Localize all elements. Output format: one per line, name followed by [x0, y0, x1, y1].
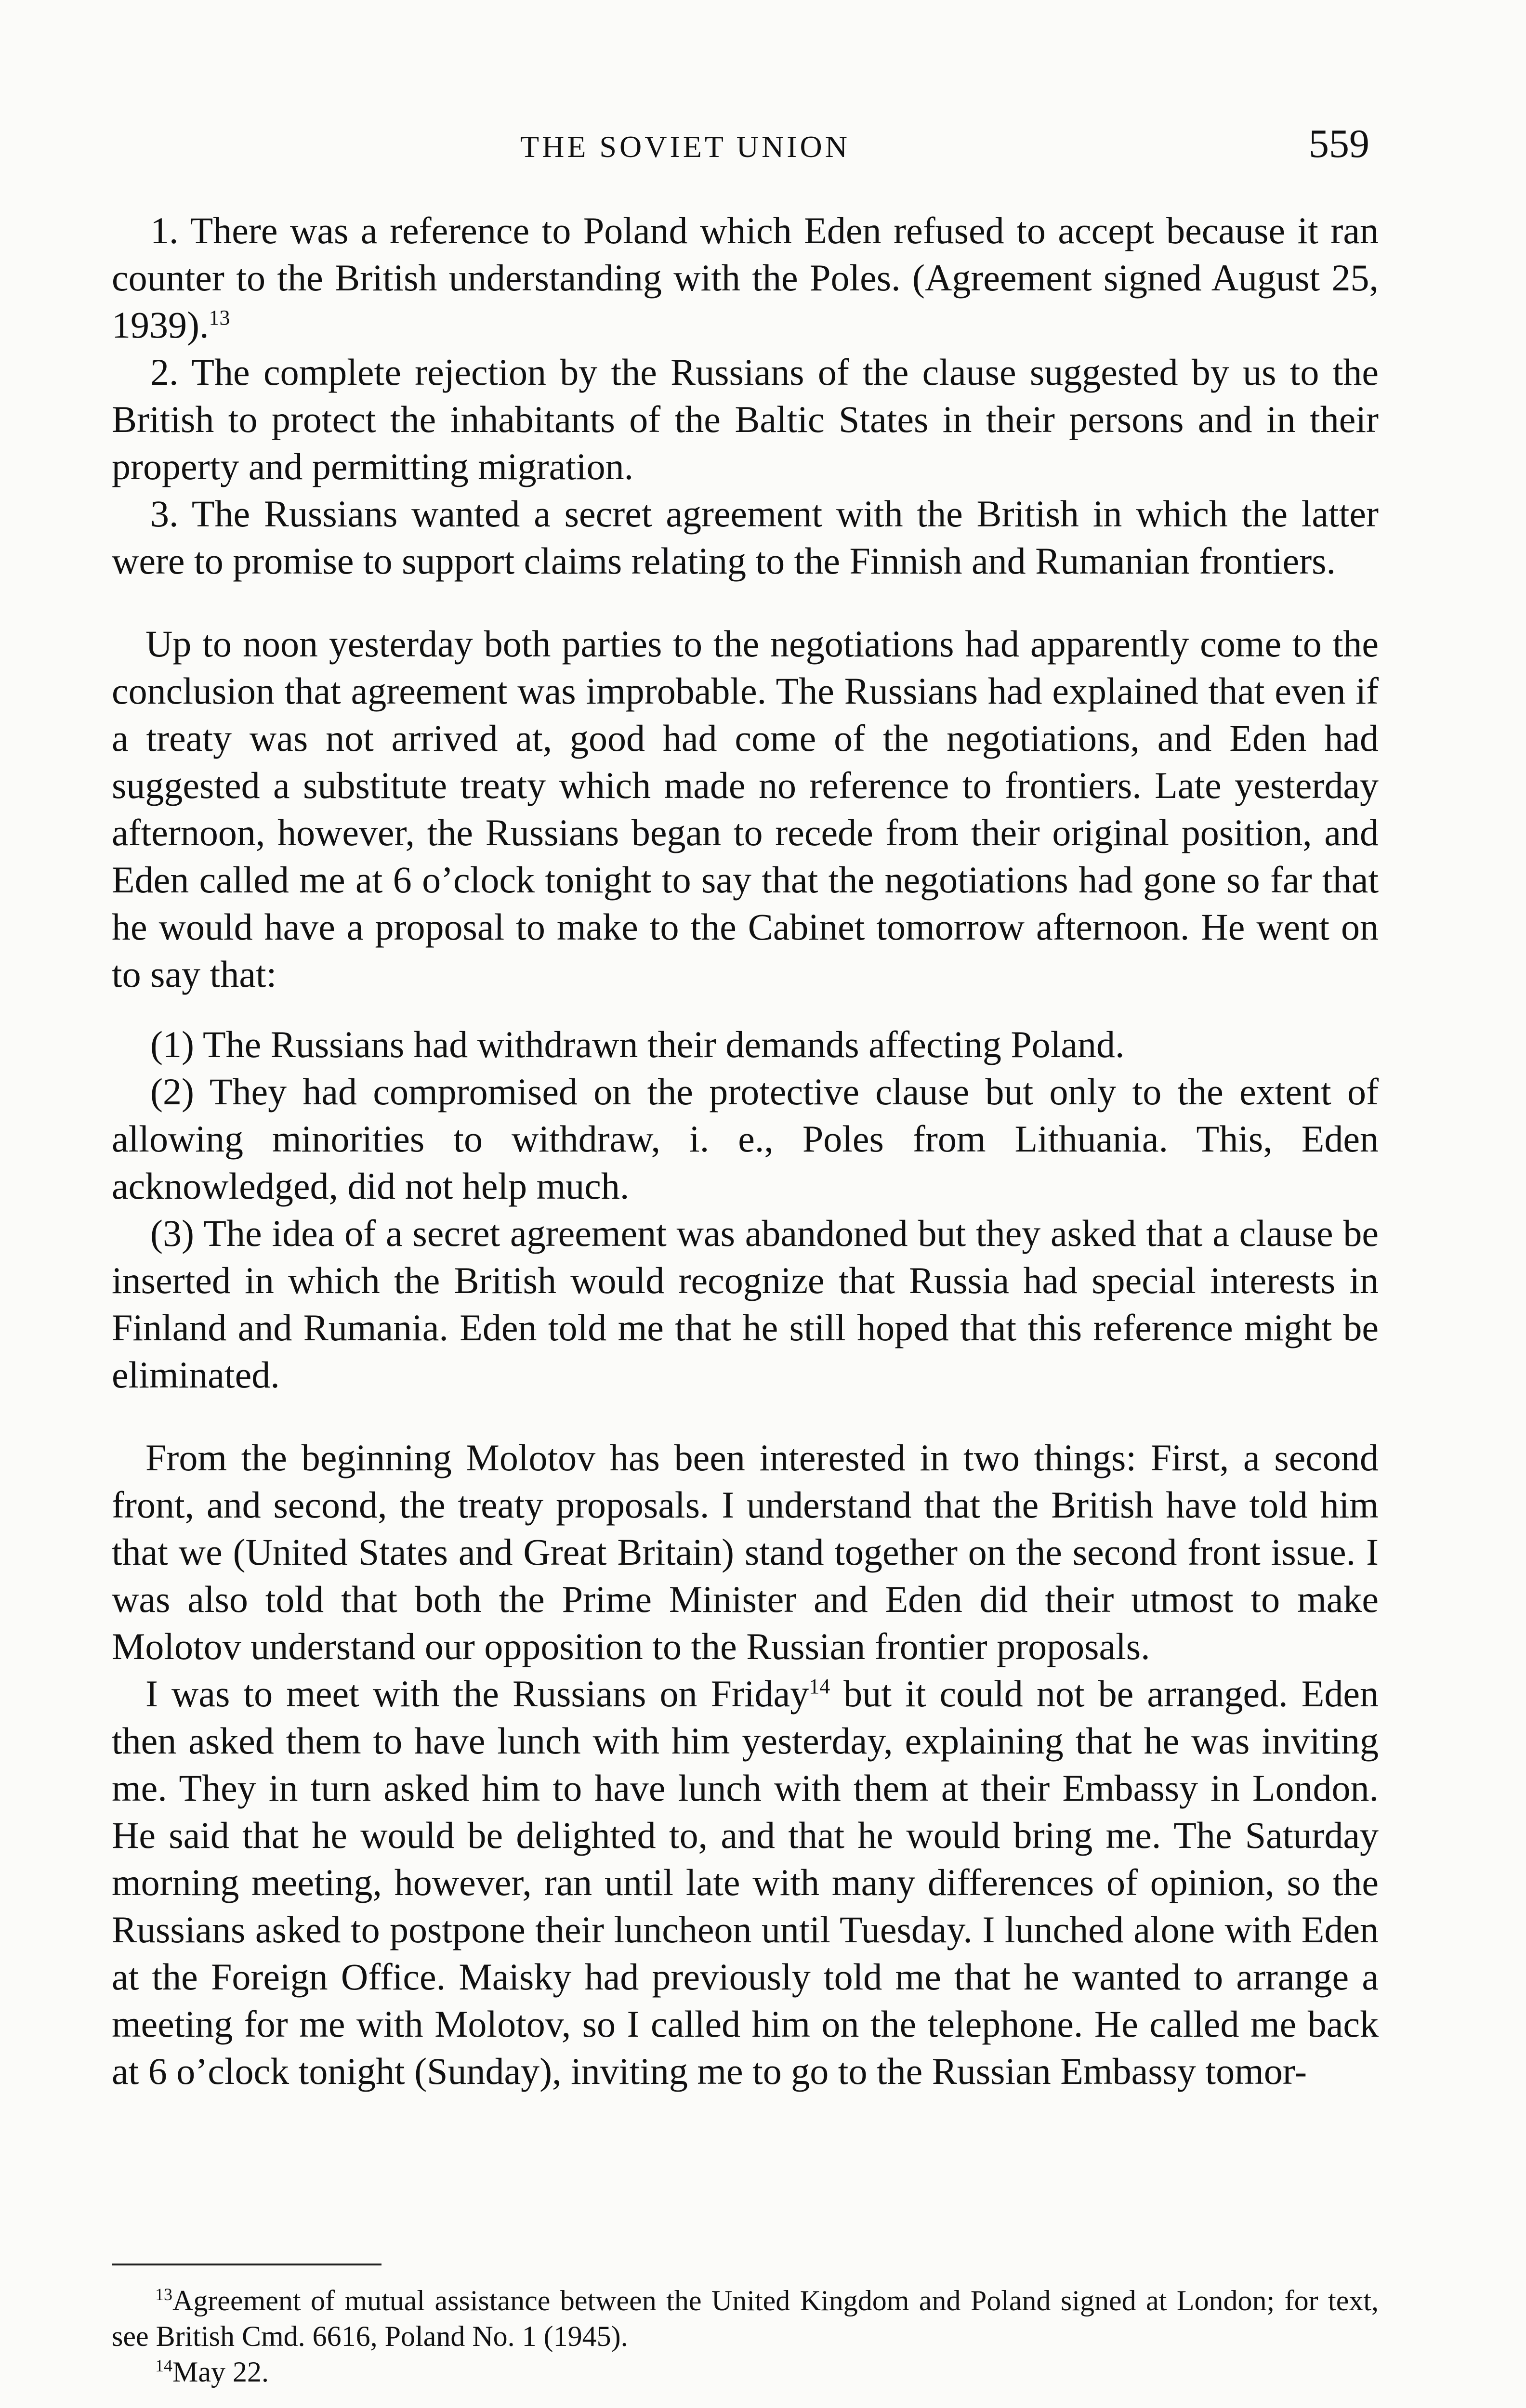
paragraph-text: (3) The idea of a secret agreement was abandoned but they asked that a clause be inserted in which the British would recognize that Russia had special interests in Finland and Rumania. Eden told me that he still hoped that this reference might be eliminated.: [112, 1212, 1379, 1396]
paragraph-3: [112, 490, 1379, 585]
footnote-13: [112, 2283, 1379, 2354]
paragraph-text-cont: but it could not be arranged. Eden then asked them to have lunch with him yesterday, explaining that he was inviting me. They in turn asked him to have lunch with them at their Embassy in London. He said that he would be delighted to, and that he would bring me. The Saturday morning meeting, however, ran until late with many differences of opinion, so the Russians asked to postpone their luncheon until Tuesday. I lunched alone with Eden at the Foreign Office. Maisky had previously told me that he wanted to arrange a meeting for me with Molotov, so I called him on the telephone. He called me back at 6 o’clock tonight (Sunday), inviting me to go to the Russian Embassy tomor-: [112, 1673, 1379, 2092]
paragraph-6: [112, 1068, 1379, 1210]
paragraph-8: [112, 1434, 1379, 1670]
footnote-marker: 13: [155, 2285, 172, 2304]
running-head: THE SOVIET UNION: [520, 130, 850, 164]
paragraph-text: 1. There was a reference to Poland which Eden refused to accept because it ran counter to the British understanding with the Poles. (Agreement signed August 25, 1939).: [112, 209, 1379, 346]
paragraph-text: 2. The complete rejection by the Russians of the clause suggested by us to the British to protect the inhabitants of the Baltic States in their persons and in their property and permitting migration.: [112, 351, 1379, 487]
paragraph-text: I was to meet with the Russians on Friday: [145, 1673, 809, 1714]
footnote-14: [112, 2354, 1379, 2390]
paragraph-2: [112, 349, 1379, 490]
paragraph-7: [112, 1210, 1379, 1399]
footnote-marker: 14: [155, 2356, 172, 2375]
paragraph-4: [112, 620, 1379, 998]
paragraph-text: (2) They had compromised on the protective clause but only to the extent of allowing minorities to withdraw, i. e., Poles from Lithuania. This, Eden acknowledged, did not help much.: [112, 1071, 1379, 1207]
footnote-ref-13[interactable]: 13: [209, 306, 230, 329]
paragraph-text: (1) The Russians had withdrawn their demands affecting Poland.: [150, 1023, 1125, 1065]
paragraph-5: [112, 1021, 1379, 1068]
footnote-text: May 22.: [172, 2356, 269, 2388]
footnote-ref-14[interactable]: 14: [809, 1675, 830, 1698]
footnote-text: Agreement of mutual assistance between the United Kingdom and Poland signed at London; for text, see British Cmd. 6616, Poland No. 1 (1945).: [112, 2285, 1379, 2352]
footnotes: [112, 2283, 1379, 2390]
paragraph-text: Up to noon yesterday both parties to the negotiations had apparently come to the conclusion that agreement was improbable. The Russians had explained that even if a treaty was not arrived at, good had come of the negotiations, and Eden had suggested a substitute treaty which made no reference to frontiers. Late yesterday afternoon, however, the Russians began to recede from their original position, and Eden called me at 6 o’clock tonight to say that the negotiations had gone so far that he would have a proposal to make to the Cabinet tomorrow afternoon. He went on to say that:: [112, 623, 1379, 995]
paragraph-9: [112, 1670, 1379, 2095]
paragraph-1: [112, 207, 1379, 349]
paragraph-text: From the beginning Molotov has been interested in two things: First, a second front, and second, the treaty proposals. I understand that the British have told him that we (United States and Great Britain) stand together on the second front issue. I was also told that both the Prime Minister and Eden did their utmost to make Molotov understand our opposition to the Russian frontier proposals.: [112, 1437, 1379, 1667]
body-text: [112, 207, 1379, 2095]
footnote-divider: [112, 2264, 382, 2265]
paragraph-text: 3. The Russians wanted a secret agreement with the British in which the latter were to promise to support claims relating to the Finnish and Rumanian frontiers.: [112, 493, 1379, 582]
page-number: 559: [1309, 121, 1369, 166]
